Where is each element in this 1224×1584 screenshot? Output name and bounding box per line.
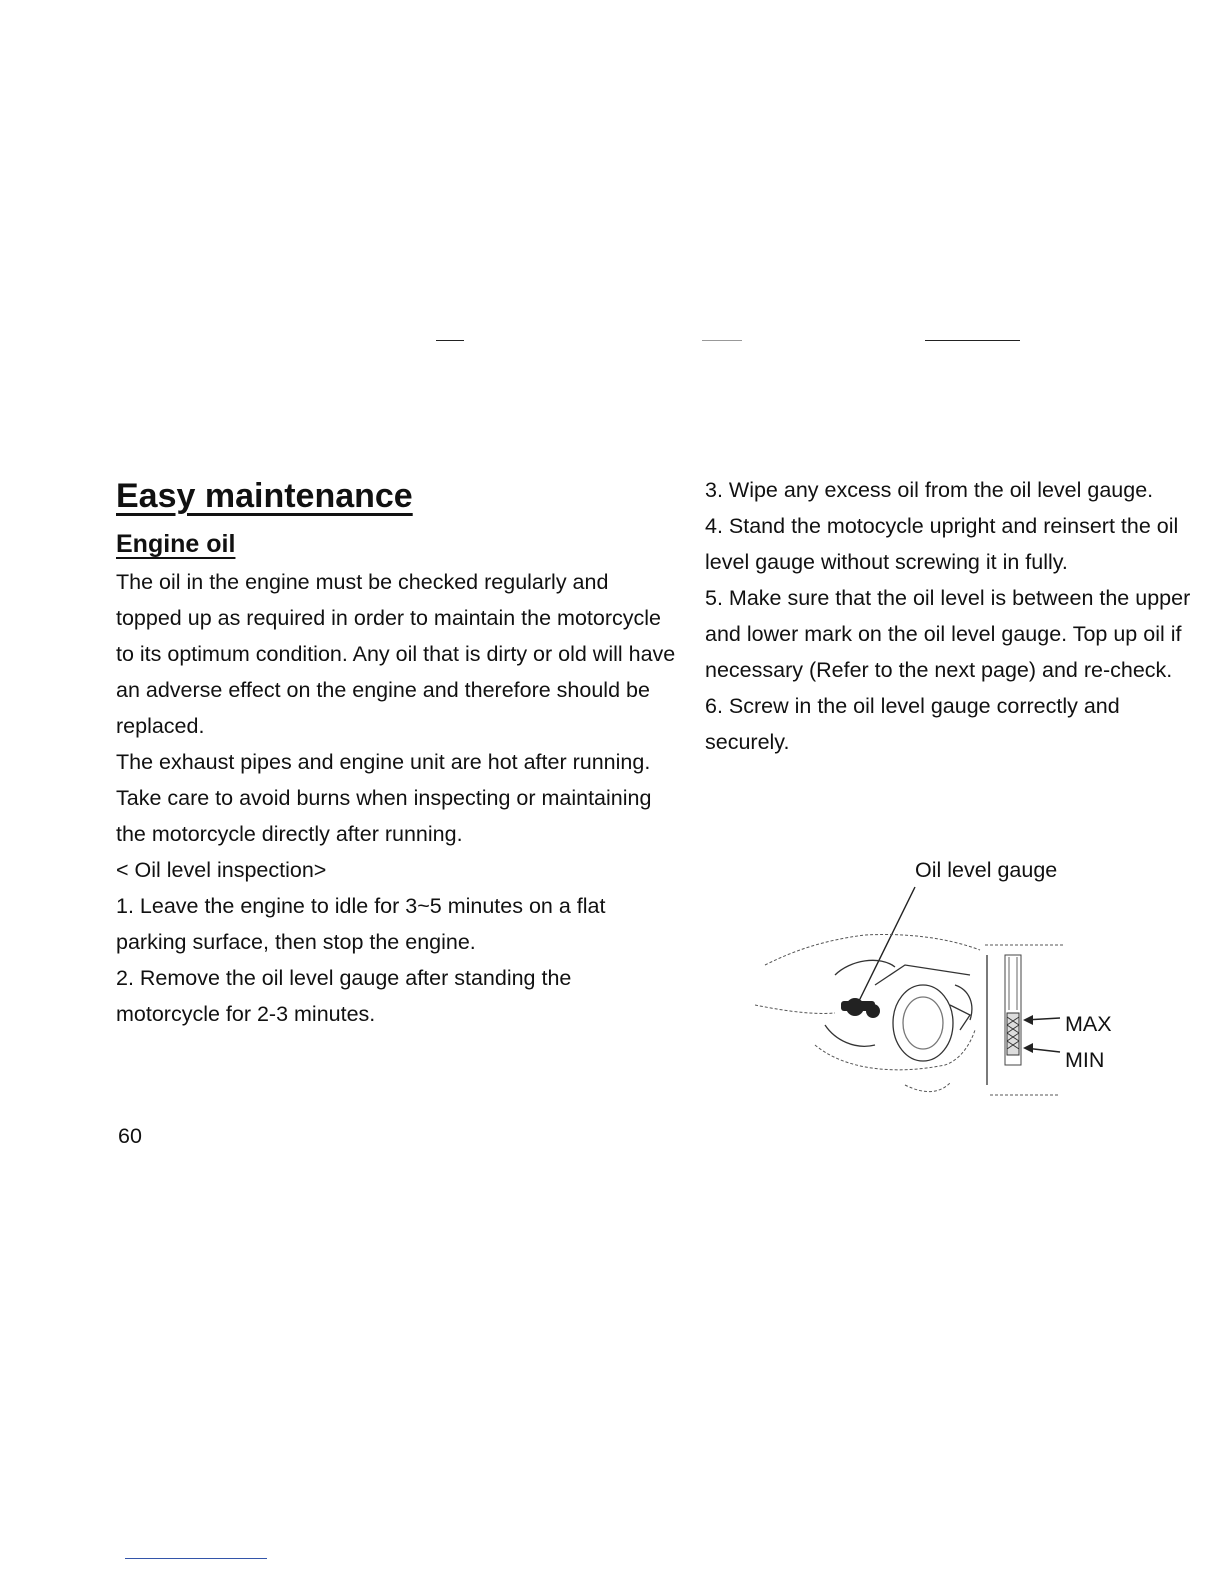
subheading-oil-inspection: < Oil level inspection> bbox=[116, 858, 327, 882]
scan-artifact-2 bbox=[702, 340, 742, 341]
bottom-rule bbox=[125, 1558, 267, 1559]
page-title: Easy maintenance bbox=[116, 477, 413, 515]
step-6: 6. Screw in the oil level gauge correctly and securely. bbox=[705, 694, 1120, 754]
max-label: MAX bbox=[1065, 1012, 1112, 1036]
oil-gauge-figure bbox=[755, 855, 1135, 1105]
left-column bbox=[116, 472, 676, 1032]
step-3: 3. Wipe any excess oil from the oil level gauge. bbox=[705, 478, 1154, 502]
warning-paragraph: The exhaust pipes and engine unit are hot after running. Take care to avoid burns when inspecting or maintaining the motorcycle directly after running. bbox=[116, 750, 652, 846]
scan-artifact-3 bbox=[925, 340, 1020, 341]
step-4: 4. Stand the motocycle upright and reinsert the oil level gauge without screwing it in fully. bbox=[705, 514, 1179, 574]
intro-paragraph: The oil in the engine must be checked regularly and topped up as required in order to maintain the motorcycle to its optimum condition. Any oil that is dirty or old will have an adverse effect on the engine and therefore should be replaced. bbox=[116, 570, 676, 738]
step-2: 2. Remove the oil level gauge after standing the motorcycle for 2-3 minutes. bbox=[116, 966, 572, 1026]
scan-artifact-1 bbox=[436, 340, 464, 341]
step-1: 1. Leave the engine to idle for 3~5 minutes on a flat parking surface, then stop the engine. bbox=[116, 894, 606, 954]
step-5: 5. Make sure that the oil level is between the upper and lower mark on the oil level gauge. Top up oil if necessary (Refer to the next page) and re-check. bbox=[705, 586, 1191, 682]
right-column bbox=[705, 472, 1205, 760]
callout-leader bbox=[858, 887, 915, 1003]
section-title: Engine oil bbox=[116, 530, 236, 558]
page-number: 60 bbox=[118, 1124, 142, 1148]
min-label: MIN bbox=[1065, 1048, 1105, 1072]
oil-level-gauge-label: Oil level gauge bbox=[915, 858, 1058, 882]
